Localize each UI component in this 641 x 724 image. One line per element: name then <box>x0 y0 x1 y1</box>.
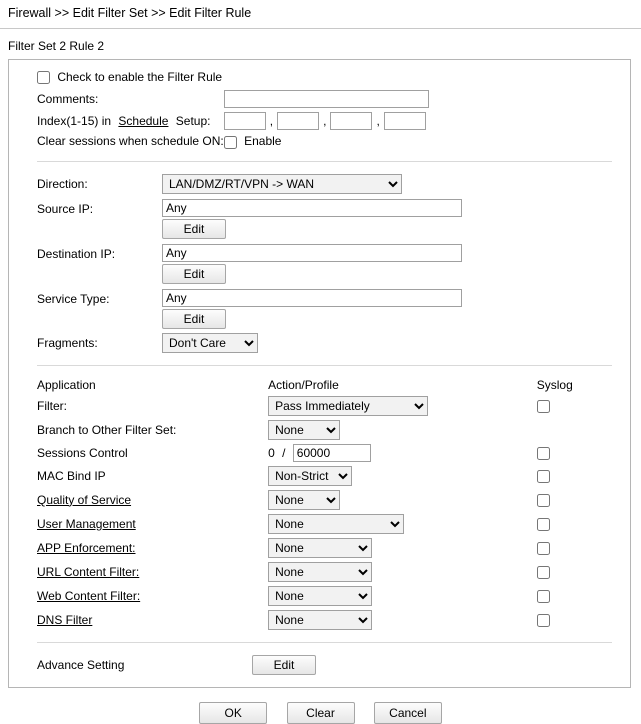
row-label-dns-filter[interactable]: DNS Filter <box>37 612 93 627</box>
breadcrumb: Firewall >> Edit Filter Set >> Edit Filter Rule <box>8 6 252 20</box>
table-row <box>37 464 612 488</box>
advance-setting-row <box>37 653 316 677</box>
row-label-url-content-filter[interactable]: URL Content Filter: <box>37 564 140 579</box>
schedule-label-prefix: Index(1-15) in <box>37 114 112 129</box>
application-header-row <box>37 376 612 394</box>
sessions-limit-input[interactable] <box>293 444 371 462</box>
syslog-checkbox-mac-bind-ip[interactable] <box>537 470 550 483</box>
block-divider-3 <box>37 642 612 643</box>
rule-general-block <box>9 60 630 159</box>
table-row <box>37 536 612 560</box>
application-block <box>9 368 630 640</box>
source-ip-row <box>37 196 462 241</box>
target-form <box>37 172 462 355</box>
syslog-checkbox-user-management[interactable] <box>537 518 550 531</box>
block-divider-1 <box>37 161 612 162</box>
user-management-select[interactable] <box>268 514 404 534</box>
column-header-action-profile: Action/Profile <box>268 377 339 392</box>
syslog-checkbox-filter[interactable] <box>537 400 550 413</box>
column-header-application: Application <box>37 377 96 392</box>
clear-button[interactable]: Clear <box>287 702 355 724</box>
app-enforcement-select[interactable] <box>268 538 372 558</box>
mac-bind-ip-select[interactable] <box>268 466 352 486</box>
filter-select[interactable] <box>268 396 428 416</box>
enable-rule-checkbox[interactable] <box>37 71 50 84</box>
dns-filter-select[interactable] <box>268 610 372 630</box>
advance-setting-table <box>37 653 316 677</box>
comments-row <box>37 88 429 110</box>
schedule-row <box>37 110 429 132</box>
destination-ip-edit-button[interactable]: Edit <box>162 264 226 284</box>
advance-setting-block <box>9 645 630 687</box>
service-type-label: Service Type: <box>37 291 110 306</box>
rule-target-block <box>9 164 630 363</box>
clear-sessions-label: Clear sessions when schedule ON: <box>37 134 224 149</box>
clear-sessions-row <box>37 132 429 150</box>
filter-rule-panel <box>8 59 631 688</box>
qos-select[interactable] <box>268 490 340 510</box>
service-type-edit-button[interactable]: Edit <box>162 309 226 329</box>
block-divider-2 <box>37 365 612 366</box>
comments-label: Comments: <box>37 92 99 107</box>
application-table <box>37 376 612 632</box>
schedule-sep-3: , <box>376 114 380 129</box>
cancel-button[interactable]: Cancel <box>374 702 442 724</box>
syslog-checkbox-app-enforcement[interactable] <box>537 542 550 555</box>
column-header-syslog: Syslog <box>536 377 573 392</box>
page-title: Filter Set 2 Rule 2 <box>8 39 105 53</box>
schedule-index-3[interactable] <box>330 112 372 130</box>
table-row <box>37 488 612 512</box>
source-ip-input[interactable] <box>162 199 462 217</box>
enable-rule-row <box>37 68 429 88</box>
schedule-index-4[interactable] <box>384 112 426 130</box>
enable-rule-label: Check to enable the Filter Rule <box>57 70 223 84</box>
advance-setting-label: Advance Setting <box>37 657 125 672</box>
service-type-input[interactable] <box>162 289 462 307</box>
syslog-checkbox-sessions[interactable] <box>537 447 550 460</box>
source-ip-edit-button[interactable]: Edit <box>162 219 226 239</box>
table-row <box>37 608 612 632</box>
schedule-link[interactable]: Schedule <box>118 114 169 129</box>
destination-ip-row <box>37 241 462 286</box>
schedule-label-suffix: Setup: <box>175 114 211 129</box>
schedule-sep-2: , <box>323 114 327 129</box>
direction-row <box>37 172 462 196</box>
general-form <box>37 68 429 151</box>
fragments-label: Fragments: <box>37 335 98 350</box>
branch-filter-set-select[interactable] <box>268 420 340 440</box>
table-row <box>37 394 612 418</box>
source-ip-label: Source IP: <box>37 201 94 216</box>
syslog-checkbox-url-content-filter[interactable] <box>537 566 550 579</box>
advance-setting-edit-button[interactable]: Edit <box>252 655 316 675</box>
fragments-select[interactable] <box>162 333 258 353</box>
destination-ip-input[interactable] <box>162 244 462 262</box>
direction-label: Direction: <box>37 176 88 191</box>
fragments-row <box>37 331 462 355</box>
sessions-separator: / <box>282 445 286 460</box>
comments-input[interactable] <box>224 90 429 108</box>
url-content-filter-select[interactable] <box>268 562 372 582</box>
table-row <box>37 442 612 464</box>
row-label-sessions: Sessions Control <box>37 445 128 460</box>
form-actions <box>0 702 641 724</box>
table-row <box>37 418 612 442</box>
direction-select[interactable] <box>162 174 402 194</box>
syslog-checkbox-dns-filter[interactable] <box>537 614 550 627</box>
clear-sessions-checkbox[interactable] <box>224 136 237 149</box>
schedule-label <box>37 110 224 132</box>
sessions-current-value: 0 <box>268 445 275 460</box>
clear-sessions-enable-label: Enable <box>244 134 282 149</box>
schedule-index-2[interactable] <box>277 112 319 130</box>
table-row <box>37 584 612 608</box>
service-type-row <box>37 286 462 331</box>
table-row <box>37 560 612 584</box>
syslog-checkbox-web-content-filter[interactable] <box>537 590 550 603</box>
row-label-filter: Filter: <box>37 398 67 413</box>
schedule-inputs <box>224 110 429 132</box>
row-label-mac-bind-ip: MAC Bind IP <box>37 468 106 483</box>
table-row <box>37 512 612 536</box>
row-label-branch: Branch to Other Filter Set: <box>37 422 177 437</box>
web-content-filter-select[interactable] <box>268 586 372 606</box>
row-label-qos[interactable]: Quality of Service <box>37 492 132 507</box>
ok-button[interactable]: OK <box>199 702 267 724</box>
row-label-web-content-filter[interactable]: Web Content Filter: <box>37 588 141 603</box>
schedule-index-1[interactable] <box>224 112 266 130</box>
syslog-checkbox-qos[interactable] <box>537 494 550 507</box>
row-label-app-enforcement[interactable]: APP Enforcement: <box>37 540 136 555</box>
destination-ip-label: Destination IP: <box>37 246 116 261</box>
row-label-user-management[interactable]: User Management <box>37 516 136 531</box>
schedule-sep-1: , <box>269 114 274 129</box>
